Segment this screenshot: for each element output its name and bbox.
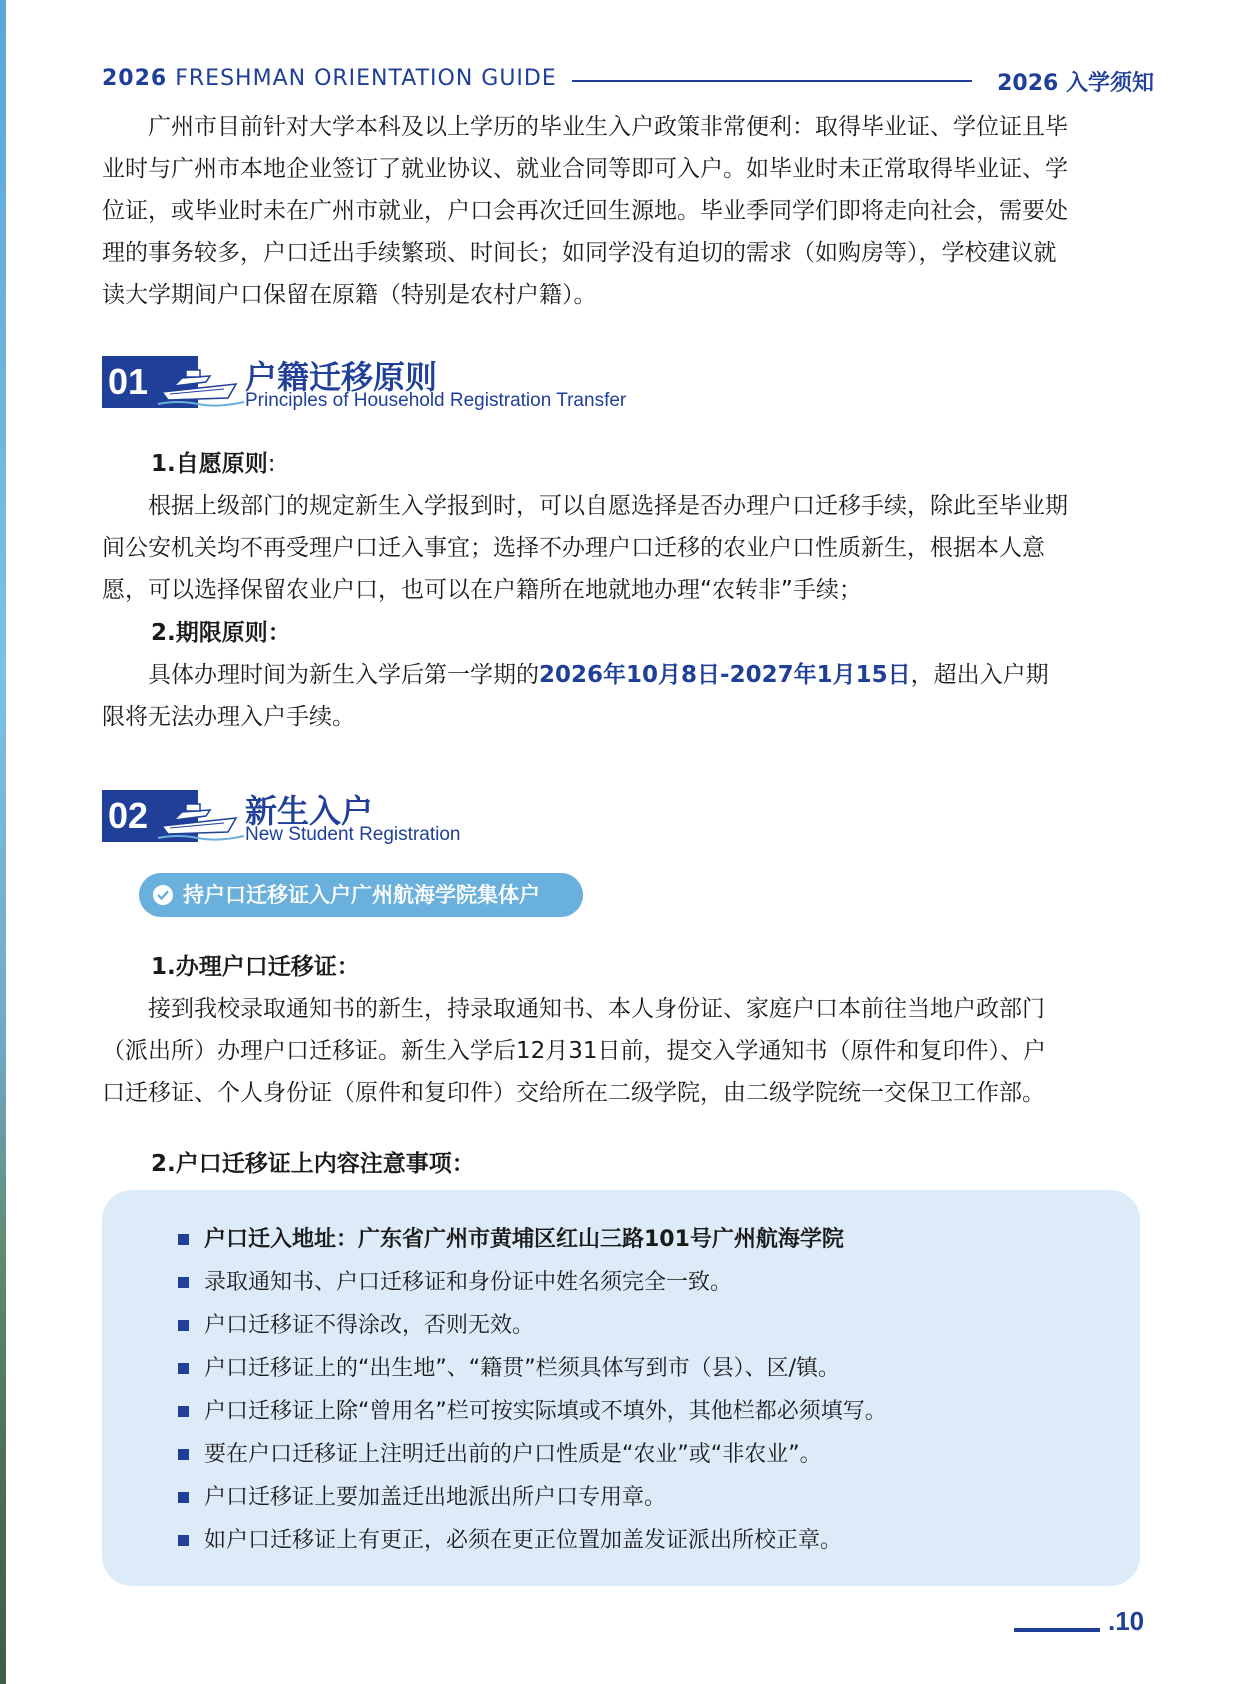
section-number-badge: 01 — [102, 356, 154, 408]
list-item: 录取通知书、户口迁移证和身份证中姓名须完全一致。 — [174, 1261, 1114, 1304]
section-title-cn: 新生入户 — [245, 792, 374, 830]
bullet-square-icon — [178, 1449, 189, 1460]
footer-rule — [1014, 1628, 1100, 1632]
rule1-heading: 1.自愿原则: — [151, 451, 276, 477]
list-item: 户口迁移证不得涂改，否则无效。 — [174, 1304, 1114, 1347]
rule2-paragraph — [102, 654, 1154, 738]
intro-line: 读大学期间户口保留在原籍（特别是农村户籍）。 — [102, 282, 597, 308]
ship-icon — [154, 790, 250, 842]
header-left-title — [102, 66, 557, 91]
intro-line: 业时与广州市本地企业签订了就业协议、就业合同等即可入户。如毕业时未正常取得毕业证、学 — [102, 156, 1068, 182]
bullet-square-icon — [178, 1363, 189, 1374]
header-guide-title: FRESHMAN ORIENTATION GUIDE — [175, 66, 557, 91]
rule1-line: 愿，可以选择保留农业户口，也可以在户籍所在地就地办理“农转非”手续； — [102, 577, 862, 603]
list-item: 户口迁移证上除“曾用名”栏可按实际填或不填外，其他栏都必须填写。 — [174, 1390, 1114, 1433]
list-item: 户口迁移证上要加盖迁出地派出所户口专用章。 — [174, 1476, 1114, 1519]
step1-paragraph — [102, 988, 1154, 1114]
list-item: 户口迁入地址：广东省广州市黄埔区红山三路101号广州航海学院 — [174, 1218, 1114, 1261]
pill-label: 持户口迁移证入户广州航海学院集体户 — [183, 883, 540, 907]
running-header — [102, 64, 1154, 98]
intro-line: 广州市目前针对大学本科及以上学历的毕业生入户政策非常便利：取得毕业证、学位证且毕 — [148, 114, 1068, 140]
collective-household-tag — [139, 873, 583, 917]
rule1-paragraph — [102, 485, 1154, 611]
intro-paragraph — [102, 106, 1154, 316]
bullet-square-icon — [178, 1492, 189, 1503]
rule2-heading: 2.期限原则： — [151, 620, 291, 646]
section-title-cn: 户籍迁移原则 — [245, 358, 438, 396]
bullet-square-icon — [178, 1406, 189, 1417]
intro-line: 理的事务较多，户口迁出手续繁琐、时间长；如同学没有迫切的需求（如购房等），学校建议就 — [102, 240, 1057, 266]
step2-heading: 2.户口迁移证上内容注意事项： — [151, 1151, 475, 1177]
section-title-en: New Student Registration — [245, 824, 461, 845]
bullet-square-icon — [178, 1320, 189, 1331]
ship-icon — [154, 356, 250, 408]
bullet-square-icon — [178, 1535, 189, 1546]
section-number-badge: 02 — [102, 790, 154, 842]
section-title-en: Principles of Household Registration Transfer — [245, 390, 627, 411]
section-01-heading — [102, 352, 802, 412]
step1-line: （派出所）办理户口迁移证。新生入学后12月31日前，提交入学通知书（原件和复印件）、户 — [102, 1038, 1047, 1064]
step1-line: 口迁移证、个人身份证（原件和复印件）交给所在二级学院，由二级学院统一交保卫工作部。 — [102, 1080, 1045, 1106]
page-number: .10 — [1108, 1606, 1145, 1636]
section-02-heading — [102, 786, 802, 846]
header-rule — [572, 80, 972, 82]
step1-line: 接到我校录取通知书的新生，持录取通知书、本人身份证、家庭户口本前往当地户政部门 — [148, 996, 1045, 1022]
bullet-square-icon — [178, 1277, 189, 1288]
notes-list — [174, 1218, 1114, 1562]
step1-heading: 1.办理户口迁移证： — [151, 954, 360, 980]
rule2-line: 限将无法办理入户手续。 — [102, 704, 355, 730]
notes-box — [102, 1190, 1140, 1586]
rule1-line: 间公安机关均不再受理户口迁入事宜；选择不办理户口迁移的农业户口性质新生，根据本人意 — [102, 535, 1045, 561]
registration-period: 2026年10月8日-2027年1月15日 — [539, 662, 911, 688]
bullet-square-icon — [178, 1234, 189, 1245]
list-item: 要在户口迁移证上注明迁出前的户口性质是“农业”或“非农业”。 — [174, 1433, 1114, 1476]
header-right-title: 2026 入学须知 — [997, 71, 1154, 96]
header-year: 2026 — [102, 66, 168, 91]
list-item: 如户口迁移证上有更正，必须在更正位置加盖发证派出所校正章。 — [174, 1519, 1114, 1562]
rule2-line: 具体办理时间为新生入学后第一学期的2026年10月8日-2027年1月15日，超出入户期 — [148, 662, 1049, 688]
check-circle-icon — [153, 885, 173, 905]
intro-line: 位证，或毕业时未在广州市就业，户口会再次迁回生源地。毕业季同学们即将走向社会，需要处 — [102, 198, 1068, 224]
rule1-line: 根据上级部门的规定新生入学报到时，可以自愿选择是否办理户口迁移手续，除此至毕业期 — [148, 493, 1068, 519]
list-item: 户口迁移证上的“出生地”、“籍贯”栏须具体写到市（县）、区/镇。 — [174, 1347, 1114, 1390]
side-photo-strip — [0, 0, 6, 1684]
